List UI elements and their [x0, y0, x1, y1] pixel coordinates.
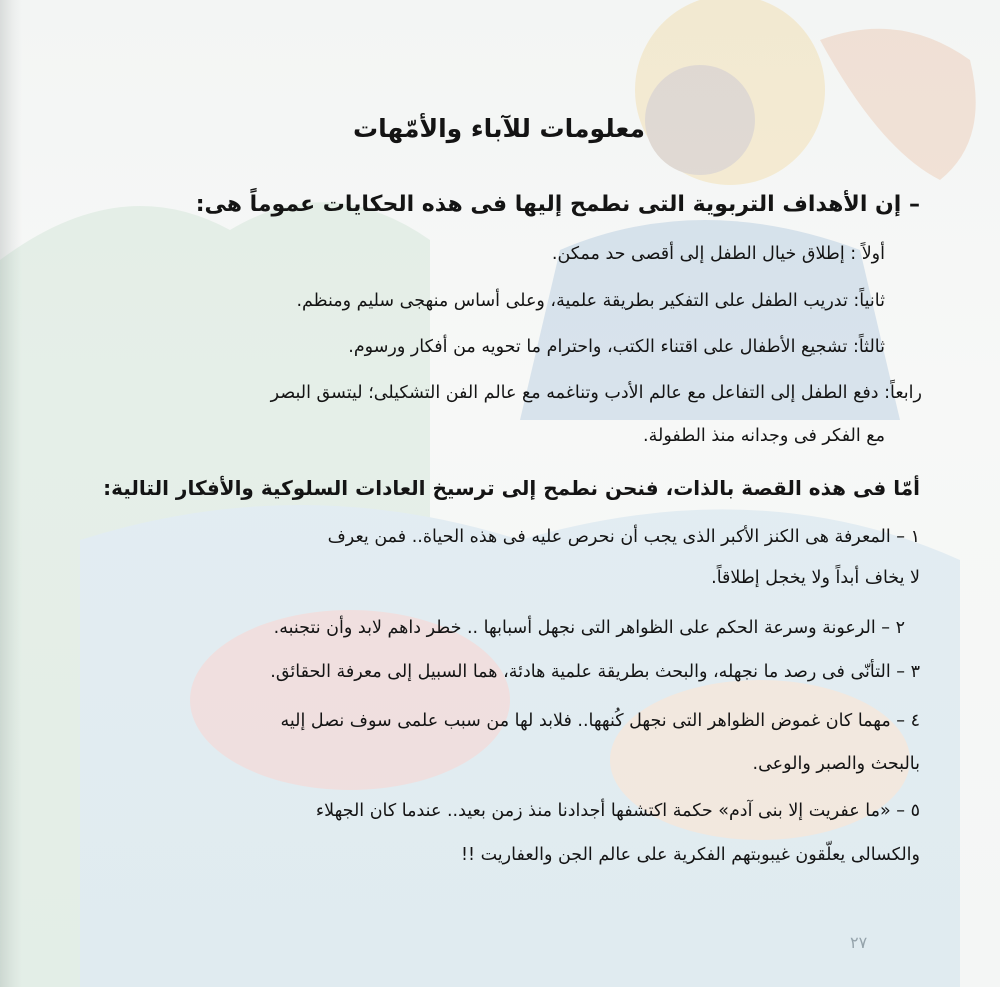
goal-item-4-continued: مع الفكر فى وجدانه منذ الطفولة. — [643, 426, 885, 446]
goal-item-2: ثانياً: تدريب الطفل على التفكير بطريقة علمية، وعلى أساس منهجى سليم ومنظم. — [296, 291, 885, 311]
point-1: ١ – المعرفة هى الكنز الأكبر الذى يجب أن نحرص عليه فى هذه الحياة.. فمن يعرف — [327, 527, 920, 547]
goal-item-3: ثالثاً: تشجيع الأطفال على اقتناء الكتب، واحترام ما تحويه من أفكار ورسوم. — [348, 337, 885, 357]
story-intro: أمّا فى هذه القصة بالذات، فنحن نطمح إلى ترسيخ العادات السلوكية والأفكار التالية: — [103, 476, 920, 500]
point-3: ٣ – التأنّى فى رصد ما نجهله، والبحث بطريقة علمية هادئة، هما السبيل إلى معرفة الحقائق. — [270, 662, 920, 682]
point-1-continued: لا يخاف أبداً ولا يخجل إطلاقاً. — [711, 568, 920, 588]
goal-item-1: أولاً : إطلاق خيال الطفل إلى أقصى حد ممكن. — [551, 244, 885, 264]
point-4-continued: بالبحث والصبر والوعى. — [752, 754, 920, 774]
page-number: ٢٧ — [850, 933, 868, 952]
goals-intro: – إن الأهداف التربوية التى نطمح إليها فى هذه الحكايات عموماً هى: — [195, 192, 920, 217]
point-2: ٢ – الرعونة وسرعة الحكم على الظواهر التى نجهل أسبابها .. خطر داهم لابد وأن نتجنبه. — [273, 618, 905, 638]
point-5: ٥ – «ما عفريت إلا بنى آدم» حكمة اكتشفها أجدادنا منذ زمن بعيد.. عندما كان الجهلاء — [315, 801, 920, 821]
point-5-continued: والكسالى يعلّقون غيبوبتهم الفكرية على عالم الجن والعفاريت !! — [461, 845, 920, 865]
page-title: معلومات للآباء والأمّهات — [352, 114, 645, 143]
goal-item-4: رابعاً: دفع الطفل إلى التفاعل مع عالم الأدب وتناغمه مع عالم الفن التشكيلى؛ ليتسق البصر — [270, 383, 922, 403]
point-4: ٤ – مهما كان غموض الظواهر التى نجهل كُنهها.. فلابد لها من سبب علمى سوف نصل إليه — [280, 711, 920, 731]
